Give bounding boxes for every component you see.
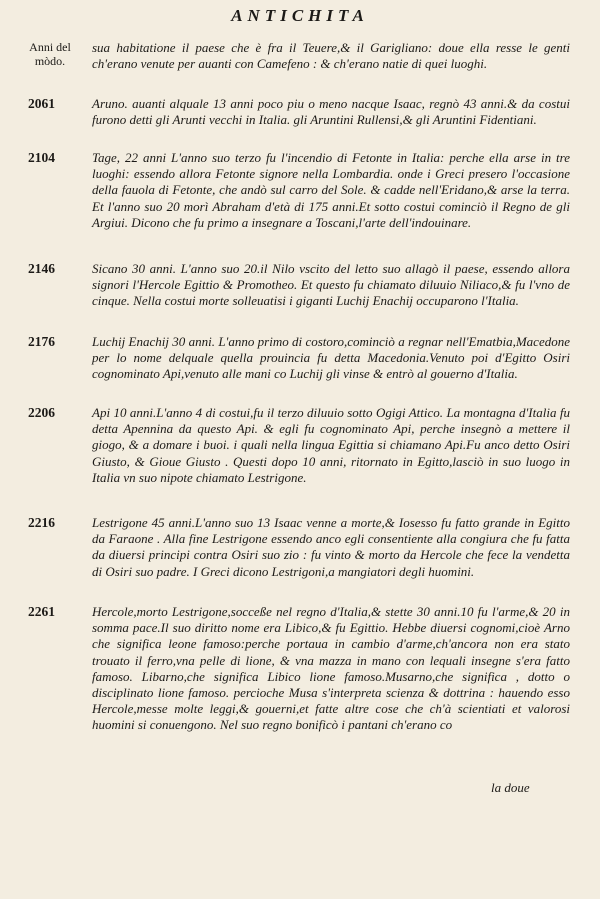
text-paragraph: Aruno. auanti alquale 13 anni poco piu o meno nacque Isaac, regnò 43 anni.& da costui furono detti gli Arunti vecchi in Italia. gli Aruntini Rullensi,& gli Aruntini Fidentiani. — [92, 96, 570, 128]
year-marker: 2176 — [28, 334, 55, 349]
text-paragraph: sua habitatione il paese che è fra il Teuere,& il Garigliano: doue ella resse le genti ch'erano venute per auanti con Camefeno : & ch'erano natie di quei luoghi. — [92, 40, 570, 72]
year-marker: 2104 — [28, 150, 55, 165]
year-marker: 2206 — [28, 405, 55, 420]
text-paragraph: Tage, 22 anni L'anno suo terzo fu l'incendio di Fetonte in Italia: perche ella arse in tre luoghi: essendo allora Fetonte signore nella Lombardia. onde i Greci presero l'occasione della fauola di Fetonte, che andò sul carro del Sole. & cadde nell'Eridano,& arse la terra. Et l'anno suo 20 morì Abraham d'età di 175 anni.Et sotto costui cominciò il Regno de gli Argiui. Dicono che fu primo a insegnare a Toscani,l'arte dell'indouinare. — [92, 150, 570, 230]
running-header: ANTICHITA — [231, 6, 369, 25]
text-paragraph: Lestrigone 45 anni.L'anno suo 13 Isaac venne a morte,& Iosesso fu fatto grande in Egitto da Faraone . Alla fine Lestrigone essendo anco egli consentiente alla congiura che fu fatta da diuersi principi contra Osiri suo zio : fu vinto & morto da Hercole che fece la vendetta di Osiri suo padre. I Greci dicono Lestrigoni,a mangiatori degli huomini. — [92, 515, 570, 579]
year-marker: 2216 — [28, 515, 55, 530]
text-paragraph: Luchij Enachij 30 anni. L'anno primo di costoro,cominciò a regnar nell'Ematbia,Macedone per lo nome delquale quella prouincia fu detta Macedonia.Venuto poi d'Egitto Osiri cognominato Api,venuto alle mani co Luchij gli vinse & entrò al gouerno d'Italia. — [92, 334, 570, 382]
catchword: la doue — [491, 780, 530, 795]
text-paragraph: Sicano 30 anni. L'anno suo 20.il Nilo vscito del letto suo allagò il paese, essendo allora signori l'Hercole Egittio & Promotheo. Et questo fu chiamato diluuio Niliaco,& fu l'vno de cinque. Nella costui morte solleuatisi i giganti Luchij Enachij occuparono l'Italia. — [92, 261, 570, 309]
text-paragraph: Hercole,morto Lestrigone,socceße nel regno d'Italia,& stette 30 anni.10 fu l'arme,& 20 in somma pace.Il suo diritto nome era Libico,& fu Egittio. Hebbe diuersi cognomi,cioè Arno che significa leone famoso:perche portaua in cambio d'arme,ch'ancora non era stato trouato il ferro,vna pelle di lione, & vna mazza in mano con lequali insegne s'era fatto famoso. Libarno,che significa Libico lione famoso.Musarno,che significa , dotto o disciplinato lione famoso. percioche Musa s'interpreta scienza & dottrina : hauendo esso Hercole,messe molte leggi,& gouerni,et fatte altre cose che ch'à scientiati et valorosi huomini si conuengono. Nel suo regno bonificò i pantani ch'erano co — [92, 604, 570, 733]
year-marker: 2061 — [28, 96, 55, 111]
margin-label: Anni del mòdo. — [29, 40, 71, 68]
year-marker: 2146 — [28, 261, 55, 276]
year-marker: 2261 — [28, 604, 55, 619]
text-paragraph: Api 10 anni.L'anno 4 di costui,fu il terzo diluuio sotto Ogigi Attico. La montagna d'Italia fu detta Apennina da questo Api. & egli fu cognominato Api, perche insegnò a mettere il giogo, & a domare i buoi. i quali nella lingua Egittia si chiamano Api.Fu anco detto Osiri Giusto, & Gioue Giusto . Questi dopo 10 anni, ritornato in Egitto,lasciò in suo luogo in Italia vn suo nipote chiamato Lestrigone. — [92, 405, 570, 485]
